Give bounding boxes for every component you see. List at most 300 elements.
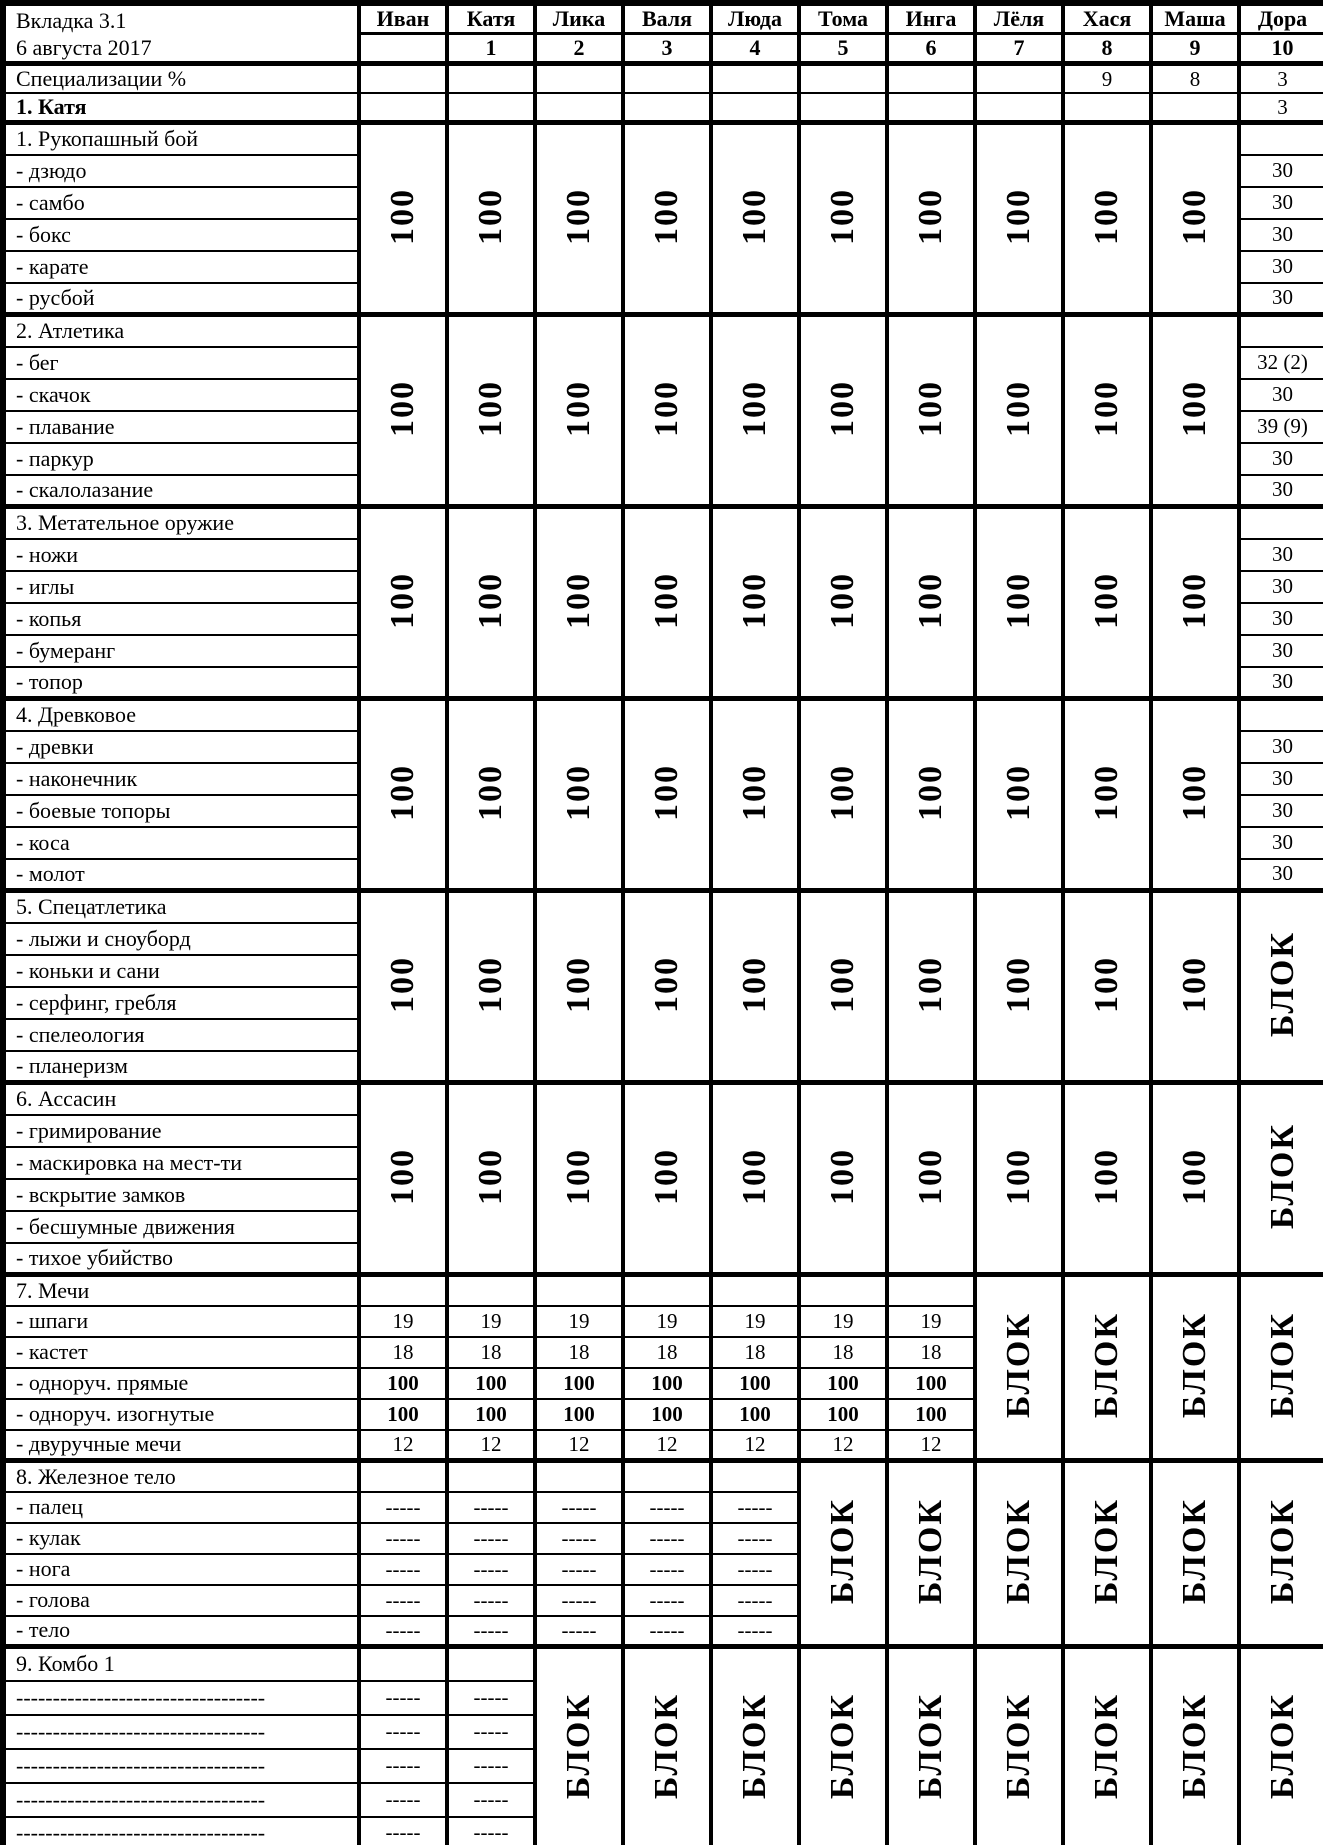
- full-score-cell: [711, 891, 799, 1083]
- value-cell: -----: [711, 1585, 799, 1616]
- full-score-cell: [1063, 699, 1151, 891]
- full-score-cell: [799, 123, 887, 315]
- blocked-cell: [799, 1647, 887, 1845]
- col-header-number: 10: [1239, 34, 1323, 64]
- value-cell: 100: [535, 1399, 623, 1430]
- selected-character-label: 1. Катя: [3, 93, 359, 123]
- full-score-cell: [711, 1083, 799, 1275]
- section-title: 3. Метательное оружие: [3, 507, 359, 539]
- full-score-rotated-label: 100: [560, 187, 597, 245]
- value-cell: 30: [1239, 219, 1323, 251]
- blocked-rotated-label: БЛОК: [1000, 1311, 1037, 1419]
- value-cell: 30: [1239, 539, 1323, 571]
- col-header-number: [359, 34, 447, 64]
- full-score-cell: [447, 507, 535, 699]
- blocked-cell: [535, 1647, 623, 1845]
- full-score-rotated-label: 100: [472, 379, 509, 437]
- selected-character-row: [3, 93, 1323, 123]
- sheet-date: 6 августа 2017: [16, 34, 152, 60]
- blocked-rotated-label: БЛОК: [1088, 1497, 1125, 1605]
- value-cell: 100: [887, 1399, 975, 1430]
- skill-label: - кастет: [3, 1337, 359, 1368]
- skill-label: - спелеология: [3, 1019, 359, 1051]
- full-score-cell: [887, 699, 975, 891]
- full-score-rotated-label: 100: [648, 571, 685, 629]
- blocked-rotated-label: БЛОК: [1176, 1311, 1213, 1419]
- value-cell: [887, 1275, 975, 1306]
- full-score-rotated-label: 100: [472, 571, 509, 629]
- skill-label: - вскрытие замков: [3, 1179, 359, 1211]
- value-cell: 30: [1239, 859, 1323, 891]
- skill-label: ----------------------------------: [3, 1715, 359, 1749]
- full-score-rotated-label: 100: [1176, 763, 1213, 821]
- selected-character-value-cell: [1063, 93, 1151, 123]
- blocked-rotated-label: БЛОК: [1088, 1311, 1125, 1419]
- skill-label: - тихое убийство: [3, 1243, 359, 1275]
- value-cell: [447, 1275, 535, 1306]
- value-cell: 100: [887, 1368, 975, 1399]
- value-cell: -----: [623, 1585, 711, 1616]
- skill-label: - тело: [3, 1616, 359, 1647]
- full-score-cell: [447, 891, 535, 1083]
- full-score-rotated-label: 100: [472, 763, 509, 821]
- value-cell: 12: [799, 1430, 887, 1461]
- section-header-row: [3, 699, 1323, 731]
- value-cell: -----: [359, 1616, 447, 1647]
- blocked-rotated-label: БЛОК: [1263, 930, 1301, 1038]
- full-score-rotated-label: 100: [1000, 571, 1037, 629]
- full-score-rotated-label: 100: [912, 955, 949, 1013]
- col-header-name: Тома: [799, 3, 887, 34]
- sheet-title-cell: [3, 3, 359, 64]
- value-cell: 39 (9): [1239, 411, 1323, 443]
- skill-label: - иглы: [3, 571, 359, 603]
- value-cell: -----: [623, 1492, 711, 1523]
- skill-label: - скачок: [3, 379, 359, 411]
- selected-character-value-cell: [535, 93, 623, 123]
- value-cell: 100: [359, 1399, 447, 1430]
- col-header-number: 7: [975, 34, 1063, 64]
- full-score-rotated-label: 100: [1176, 379, 1213, 437]
- blocked-cell: [1239, 1647, 1323, 1845]
- skill-label: - самбо: [3, 187, 359, 219]
- skill-label: - коньки и сани: [3, 955, 359, 987]
- value-cell: 18: [799, 1337, 887, 1368]
- col-header-name: Валя: [623, 3, 711, 34]
- skill-label: ----------------------------------: [3, 1817, 359, 1845]
- value-cell: 12: [711, 1430, 799, 1461]
- value-cell: 30: [1239, 187, 1323, 219]
- specialization-value-cell: 3: [1239, 64, 1323, 94]
- value-cell: 100: [711, 1368, 799, 1399]
- value-cell: -----: [623, 1554, 711, 1585]
- blocked-cell: [1239, 1083, 1323, 1275]
- value-cell: 30: [1239, 379, 1323, 411]
- full-score-rotated-label: 100: [648, 1147, 685, 1205]
- full-score-rotated-label: 100: [384, 763, 421, 821]
- full-score-rotated-label: 100: [736, 379, 773, 437]
- value-cell: [799, 1275, 887, 1306]
- full-score-cell: [1063, 1083, 1151, 1275]
- value-cell: 30: [1239, 667, 1323, 699]
- full-score-cell: [711, 123, 799, 315]
- full-score-rotated-label: 100: [1088, 763, 1125, 821]
- skill-label: - молот: [3, 859, 359, 891]
- skill-label: - голова: [3, 1585, 359, 1616]
- value-cell: [1239, 315, 1323, 347]
- value-cell: 19: [623, 1306, 711, 1337]
- value-cell: [535, 1275, 623, 1306]
- full-score-cell: [623, 123, 711, 315]
- section-title: 8. Железное тело: [3, 1461, 359, 1492]
- col-header-number: 4: [711, 34, 799, 64]
- value-cell: 18: [447, 1337, 535, 1368]
- full-score-rotated-label: 100: [736, 763, 773, 821]
- value-cell: 18: [359, 1337, 447, 1368]
- col-header-number: 1: [447, 34, 535, 64]
- col-header-number: 3: [623, 34, 711, 64]
- specialization-value-cell: [975, 64, 1063, 94]
- value-cell: [623, 1275, 711, 1306]
- full-score-rotated-label: 100: [560, 379, 597, 437]
- col-header-name: Инга: [887, 3, 975, 34]
- specializations-label: Специализации %: [3, 64, 359, 94]
- full-score-cell: [359, 891, 447, 1083]
- value-cell: -----: [359, 1585, 447, 1616]
- selected-character-value-cell: 3: [1239, 93, 1323, 123]
- col-header-name: Иван: [359, 3, 447, 34]
- section-header-row: [3, 891, 1323, 923]
- blocked-cell: [1063, 1647, 1151, 1845]
- full-score-cell: [887, 315, 975, 507]
- specialization-value-cell: 8: [1151, 64, 1239, 94]
- blocked-cell: [887, 1461, 975, 1647]
- skill-label: - карате: [3, 251, 359, 283]
- section-header-row: [3, 507, 1323, 539]
- full-score-rotated-label: 100: [384, 955, 421, 1013]
- blocked-cell: [1151, 1275, 1239, 1461]
- value-cell: -----: [447, 1523, 535, 1554]
- section-header-row: [3, 315, 1323, 347]
- full-score-cell: [535, 1083, 623, 1275]
- skill-label: - планеризм: [3, 1051, 359, 1083]
- col-header-name: Люда: [711, 3, 799, 34]
- full-score-rotated-label: 100: [912, 379, 949, 437]
- full-score-cell: [975, 891, 1063, 1083]
- full-score-rotated-label: 100: [912, 1147, 949, 1205]
- blocked-rotated-label: БЛОК: [1263, 1122, 1301, 1230]
- value-cell: 30: [1239, 155, 1323, 187]
- full-score-cell: [447, 1083, 535, 1275]
- tab-label: Вкладка 3.1: [16, 7, 127, 33]
- full-score-cell: [535, 699, 623, 891]
- full-score-rotated-label: 100: [1000, 763, 1037, 821]
- skill-label: ----------------------------------: [3, 1749, 359, 1783]
- full-score-rotated-label: 100: [736, 187, 773, 245]
- full-score-rotated-label: 100: [560, 571, 597, 629]
- skill-label: - шпаги: [3, 1306, 359, 1337]
- full-score-rotated-label: 100: [736, 1147, 773, 1205]
- blocked-cell: [799, 1461, 887, 1647]
- value-cell: -----: [535, 1554, 623, 1585]
- value-cell: [359, 1275, 447, 1306]
- skill-label: - наконечник: [3, 763, 359, 795]
- full-score-rotated-label: 100: [736, 955, 773, 1013]
- full-score-cell: [623, 699, 711, 891]
- full-score-cell: [975, 507, 1063, 699]
- value-cell: [535, 1461, 623, 1492]
- blocked-rotated-label: БЛОК: [1000, 1497, 1037, 1605]
- value-cell: 19: [711, 1306, 799, 1337]
- full-score-rotated-label: 100: [736, 571, 773, 629]
- skill-label: - маскировка на мест-ти: [3, 1147, 359, 1179]
- full-score-rotated-label: 100: [648, 187, 685, 245]
- full-score-rotated-label: 100: [472, 1147, 509, 1205]
- skill-label: - кулак: [3, 1523, 359, 1554]
- specialization-value-cell: 9: [1063, 64, 1151, 94]
- full-score-cell: [535, 891, 623, 1083]
- value-cell: [1239, 123, 1323, 155]
- specialization-value-cell: [623, 64, 711, 94]
- full-score-cell: [887, 123, 975, 315]
- value-cell: [359, 1647, 447, 1681]
- col-header-number: 5: [799, 34, 887, 64]
- value-cell: [711, 1275, 799, 1306]
- blocked-cell: [711, 1647, 799, 1845]
- value-cell: 12: [535, 1430, 623, 1461]
- blocked-cell: [975, 1647, 1063, 1845]
- value-cell: [1239, 507, 1323, 539]
- value-cell: -----: [447, 1817, 535, 1845]
- value-cell: -----: [535, 1585, 623, 1616]
- selected-character-value-cell: [359, 93, 447, 123]
- full-score-cell: [975, 123, 1063, 315]
- value-cell: 19: [887, 1306, 975, 1337]
- value-cell: 12: [887, 1430, 975, 1461]
- col-header-number: 8: [1063, 34, 1151, 64]
- skill-label: - топор: [3, 667, 359, 699]
- skill-label: - одноруч. прямые: [3, 1368, 359, 1399]
- section-header-row: [3, 1083, 1323, 1115]
- full-score-cell: [447, 123, 535, 315]
- skill-label: - бокс: [3, 219, 359, 251]
- full-score-cell: [887, 891, 975, 1083]
- full-score-rotated-label: 100: [472, 955, 509, 1013]
- full-score-cell: [623, 1083, 711, 1275]
- value-cell: -----: [711, 1616, 799, 1647]
- value-cell: 30: [1239, 603, 1323, 635]
- value-cell: -----: [359, 1715, 447, 1749]
- full-score-cell: [1063, 891, 1151, 1083]
- value-cell: 18: [711, 1337, 799, 1368]
- blocked-cell: [975, 1461, 1063, 1647]
- full-score-rotated-label: 100: [472, 187, 509, 245]
- full-score-rotated-label: 100: [648, 955, 685, 1013]
- value-cell: -----: [359, 1523, 447, 1554]
- value-cell: 30: [1239, 283, 1323, 315]
- full-score-cell: [975, 315, 1063, 507]
- value-cell: -----: [447, 1616, 535, 1647]
- specialization-value-cell: [359, 64, 447, 94]
- full-score-rotated-label: 100: [384, 379, 421, 437]
- names-row: [3, 3, 1323, 34]
- value-cell: 19: [359, 1306, 447, 1337]
- skill-label: - бег: [3, 347, 359, 379]
- blocked-cell: [1239, 1461, 1323, 1647]
- value-cell: 19: [799, 1306, 887, 1337]
- col-header-name: Маша: [1151, 3, 1239, 34]
- skill-label: - одноруч. изогнутые: [3, 1399, 359, 1430]
- value-cell: -----: [535, 1523, 623, 1554]
- full-score-rotated-label: 100: [824, 763, 861, 821]
- col-header-number: 6: [887, 34, 975, 64]
- col-header-name: Лика: [535, 3, 623, 34]
- value-cell: -----: [623, 1616, 711, 1647]
- full-score-cell: [1151, 699, 1239, 891]
- full-score-cell: [359, 507, 447, 699]
- section-header-row: [3, 1461, 1323, 1492]
- section-title: 4. Древковое: [3, 699, 359, 731]
- blocked-cell: [1239, 891, 1323, 1083]
- blocked-rotated-label: БЛОК: [912, 1692, 949, 1799]
- full-score-cell: [447, 699, 535, 891]
- value-cell: -----: [711, 1523, 799, 1554]
- value-cell: 30: [1239, 251, 1323, 283]
- skill-label: - ножи: [3, 539, 359, 571]
- full-score-rotated-label: 100: [1176, 187, 1213, 245]
- full-score-rotated-label: 100: [1176, 571, 1213, 629]
- full-score-rotated-label: 100: [560, 955, 597, 1013]
- full-score-cell: [799, 507, 887, 699]
- value-cell: -----: [447, 1585, 535, 1616]
- value-cell: -----: [359, 1554, 447, 1585]
- full-score-rotated-label: 100: [912, 187, 949, 245]
- blocked-rotated-label: БЛОК: [1088, 1692, 1125, 1799]
- blocked-rotated-label: БЛОК: [1263, 1692, 1301, 1799]
- selected-character-value-cell: [447, 93, 535, 123]
- full-score-rotated-label: 100: [824, 187, 861, 245]
- blocked-rotated-label: БЛОК: [1176, 1692, 1213, 1799]
- blocked-cell: [1151, 1647, 1239, 1845]
- value-cell: [447, 1461, 535, 1492]
- full-score-cell: [799, 315, 887, 507]
- specializations-row: [3, 64, 1323, 94]
- value-cell: 100: [623, 1368, 711, 1399]
- col-header-name: Лёля: [975, 3, 1063, 34]
- value-cell: -----: [359, 1749, 447, 1783]
- full-score-cell: [799, 699, 887, 891]
- full-score-rotated-label: 100: [560, 763, 597, 821]
- specialization-value-cell: [535, 64, 623, 94]
- skill-label: - древки: [3, 731, 359, 763]
- skill-label: - плавание: [3, 411, 359, 443]
- skill-label: - двуручные мечи: [3, 1430, 359, 1461]
- col-header-name: Катя: [447, 3, 535, 34]
- selected-character-value-cell: [887, 93, 975, 123]
- full-score-rotated-label: 100: [1088, 955, 1125, 1013]
- full-score-cell: [1151, 123, 1239, 315]
- blocked-rotated-label: БЛОК: [912, 1497, 949, 1605]
- selected-character-value-cell: [623, 93, 711, 123]
- selected-character-value-cell: [799, 93, 887, 123]
- section-title: 1. Рукопашный бой: [3, 123, 359, 155]
- full-score-cell: [623, 891, 711, 1083]
- value-cell: 19: [535, 1306, 623, 1337]
- value-cell: -----: [711, 1492, 799, 1523]
- value-cell: 12: [359, 1430, 447, 1461]
- full-score-cell: [711, 699, 799, 891]
- full-score-cell: [711, 315, 799, 507]
- section-title: 2. Атлетика: [3, 315, 359, 347]
- full-score-cell: [1151, 507, 1239, 699]
- selected-character-value-cell: [1151, 93, 1239, 123]
- full-score-cell: [535, 315, 623, 507]
- full-score-rotated-label: 100: [824, 955, 861, 1013]
- col-header-number: 2: [535, 34, 623, 64]
- full-score-rotated-label: 100: [384, 187, 421, 245]
- full-score-rotated-label: 100: [384, 1147, 421, 1205]
- skill-label: - копья: [3, 603, 359, 635]
- full-score-cell: [1151, 891, 1239, 1083]
- value-cell: 18: [623, 1337, 711, 1368]
- value-cell: 30: [1239, 475, 1323, 507]
- section-header-row: [3, 123, 1323, 155]
- full-score-cell: [359, 1083, 447, 1275]
- full-score-cell: [623, 315, 711, 507]
- full-score-cell: [1063, 315, 1151, 507]
- full-score-rotated-label: 100: [1176, 955, 1213, 1013]
- full-score-cell: [359, 123, 447, 315]
- skill-label: ----------------------------------: [3, 1681, 359, 1715]
- value-cell: 30: [1239, 571, 1323, 603]
- skill-label: - паркур: [3, 443, 359, 475]
- skill-label: - лыжи и сноуборд: [3, 923, 359, 955]
- specialization-value-cell: [711, 64, 799, 94]
- blocked-rotated-label: БЛОК: [824, 1497, 861, 1605]
- blocked-rotated-label: БЛОК: [1263, 1311, 1301, 1419]
- full-score-cell: [1151, 1083, 1239, 1275]
- col-header-name: Дора: [1239, 3, 1323, 34]
- value-cell: 30: [1239, 827, 1323, 859]
- section-title: 9. Комбо 1: [3, 1647, 359, 1681]
- blocked-cell: [1063, 1275, 1151, 1461]
- full-score-cell: [623, 507, 711, 699]
- value-cell: 100: [623, 1399, 711, 1430]
- value-cell: 30: [1239, 635, 1323, 667]
- value-cell: -----: [359, 1783, 447, 1817]
- value-cell: -----: [359, 1492, 447, 1523]
- value-cell: -----: [535, 1616, 623, 1647]
- skill-label: - скалолазание: [3, 475, 359, 507]
- value-cell: -----: [623, 1523, 711, 1554]
- blocked-rotated-label: БЛОК: [1176, 1497, 1213, 1605]
- section-title: 6. Ассасин: [3, 1083, 359, 1115]
- full-score-rotated-label: 100: [1088, 571, 1125, 629]
- section-title: 7. Мечи: [3, 1275, 359, 1306]
- full-score-cell: [1151, 315, 1239, 507]
- value-cell: -----: [447, 1554, 535, 1585]
- full-score-cell: [975, 699, 1063, 891]
- value-cell: -----: [447, 1749, 535, 1783]
- skill-label: - бесшумные движения: [3, 1211, 359, 1243]
- skill-label: - боевые топоры: [3, 795, 359, 827]
- full-score-cell: [799, 891, 887, 1083]
- full-score-rotated-label: 100: [1000, 379, 1037, 437]
- value-cell: 100: [447, 1368, 535, 1399]
- blocked-rotated-label: БЛОК: [1000, 1692, 1037, 1799]
- blocked-cell: [1239, 1275, 1323, 1461]
- full-score-cell: [887, 507, 975, 699]
